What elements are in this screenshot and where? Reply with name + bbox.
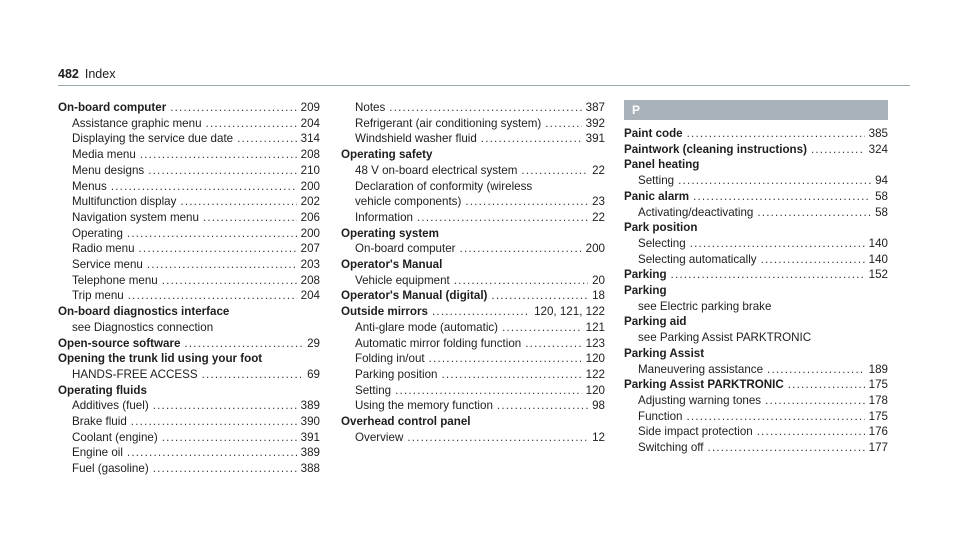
index-subterm: [58, 131, 320, 147]
index-entry: [624, 142, 888, 158]
index-subterm-continued-text: vehicle components): [355, 195, 462, 209]
index-subterm-text: Adjusting warning tones: [638, 393, 762, 407]
index-term-text: Parking: [624, 268, 667, 282]
page-reference[interactable]: 120: [585, 352, 605, 366]
index-term: [341, 304, 605, 320]
page-reference[interactable]: 204: [300, 116, 320, 130]
index-entry: [341, 226, 605, 257]
index-term-text: Operator's Manual (digital): [341, 289, 488, 303]
index-subterm-text: Media menu: [72, 148, 136, 162]
index-term: [58, 304, 320, 320]
cross-reference[interactable]: see Diagnostics connection: [72, 320, 214, 334]
index-subterm: [341, 163, 605, 179]
index-term: [624, 314, 888, 330]
index-subterm-text: Anti-glare mode (automatic): [355, 320, 499, 334]
page-reference[interactable]: 200: [300, 179, 320, 193]
index-subterm-text: Selecting: [638, 236, 686, 250]
dot-leader: [139, 241, 297, 253]
index-subterm: [341, 320, 605, 336]
index-entry: [624, 283, 888, 314]
page-reference[interactable]: 122: [585, 367, 605, 381]
dot-leader: [131, 414, 297, 426]
index-subterm: [341, 336, 605, 352]
index-subterm-text: HANDS-FREE ACCESS: [72, 367, 198, 381]
index-term: [58, 336, 320, 352]
index-subterm-text: On-board computer: [355, 242, 456, 256]
index-term-text: On-board computer: [58, 101, 167, 114]
index-term: [341, 414, 605, 430]
index-term: [58, 383, 320, 399]
index-term-text: Panic alarm: [624, 189, 690, 203]
dot-leader: [671, 267, 865, 279]
index-subterm: [341, 179, 605, 195]
dot-leader: [502, 320, 582, 332]
index-subterm-text: Declaration of conformity (wireless: [355, 179, 533, 193]
page-reference[interactable]: 389: [300, 446, 320, 460]
dot-leader: [481, 131, 582, 143]
index-subterm-text: Setting: [355, 383, 392, 397]
index-entry: [58, 351, 320, 382]
index-subterm: [58, 288, 320, 304]
index-subterm: [58, 241, 320, 257]
dot-leader: [147, 257, 297, 269]
page-reference[interactable]: 176: [868, 425, 888, 439]
page-reference[interactable]: 140: [868, 252, 888, 266]
index-term: [624, 126, 888, 142]
dot-leader: [170, 100, 296, 112]
index-entry: [58, 383, 320, 477]
dot-leader: [811, 142, 865, 154]
index-term: [624, 346, 888, 362]
dot-leader: [148, 163, 296, 175]
page-reference[interactable]: 391: [585, 132, 605, 146]
index-term-text: Panel heating: [624, 158, 700, 172]
dot-leader: [545, 116, 581, 128]
dot-leader: [757, 205, 871, 217]
index-term-text: On-board diagnostics interface: [58, 305, 230, 319]
dot-leader: [128, 288, 297, 300]
page-reference[interactable]: 29: [307, 336, 320, 350]
dot-leader: [153, 398, 297, 410]
index-subterm: [58, 430, 320, 446]
index-entry: [624, 377, 888, 456]
index-subterm-text: Displaying the service due date: [72, 132, 234, 146]
dot-leader: [460, 241, 582, 253]
page-header: [58, 67, 115, 85]
page-reference[interactable]: 58: [875, 189, 888, 203]
dot-leader: [202, 367, 303, 379]
index-subterm: [624, 362, 888, 378]
index-term: [624, 142, 888, 158]
index-subterm: [58, 461, 320, 477]
page-reference[interactable]: 123: [585, 336, 605, 350]
index-subterm-text: Folding in/out: [355, 352, 425, 366]
index-subterm-text: Additives (fuel): [72, 399, 149, 413]
index-term-text: Parking Assist: [624, 346, 705, 360]
page-reference[interactable]: 152: [868, 268, 888, 282]
index-subterm: [58, 398, 320, 414]
dot-leader: [203, 210, 297, 222]
index-subterm: [624, 236, 888, 252]
index-term-text: Overhead control panel: [341, 415, 471, 429]
page-reference[interactable]: 387: [585, 101, 605, 114]
index-term: [624, 220, 888, 236]
dot-leader: [127, 226, 297, 238]
cross-reference[interactable]: see Electric parking brake: [638, 299, 772, 313]
dot-leader: [757, 424, 865, 436]
index-subterm: [624, 409, 888, 425]
page-reference[interactable]: 175: [868, 409, 888, 423]
index-entry: [624, 157, 888, 188]
dot-leader: [788, 377, 865, 389]
index-subterm-text: Operating: [72, 226, 123, 240]
index-term-text: Operating system: [341, 226, 439, 240]
index-subterm-text: Parking position: [355, 367, 438, 381]
index-subterm-text: Activating/deactivating: [638, 205, 754, 219]
index-subterm: [341, 116, 605, 132]
dot-leader: [708, 440, 865, 452]
dot-leader: [162, 430, 297, 442]
cross-reference[interactable]: see Parking Assist PARKTRONIC: [638, 331, 812, 345]
index-subterm: [624, 173, 888, 189]
index-term: [341, 147, 605, 163]
index-subterm: [58, 179, 320, 195]
index-term-text: Opening the trunk lid using your foot: [58, 352, 263, 366]
index-subterm-text: Fuel (gasoline): [72, 462, 149, 476]
dot-leader: [127, 445, 297, 457]
index-subterm: [341, 398, 605, 414]
index-subterm-text: Engine oil: [72, 446, 123, 460]
page-reference[interactable]: 178: [868, 393, 888, 407]
index-subterm: [341, 241, 605, 257]
page-reference[interactable]: 385: [868, 127, 888, 140]
page-reference[interactable]: 189: [868, 362, 888, 376]
index-subterm-text: Switching off: [638, 441, 704, 455]
index-entry: [341, 257, 605, 288]
index-term-text: Outside mirrors: [341, 305, 428, 319]
index-term: [341, 257, 605, 273]
index-subterm: [58, 226, 320, 242]
index-subterm: [624, 252, 888, 268]
index-subterm-text: Side impact protection: [638, 425, 753, 439]
index-subterm-text: Brake fluid: [72, 415, 127, 429]
index-entry: [341, 304, 605, 414]
page-reference[interactable]: 200: [585, 242, 605, 256]
index-subterm: [341, 430, 605, 446]
dot-leader: [184, 336, 303, 348]
dot-leader: [180, 194, 296, 206]
index-entry: [624, 189, 888, 220]
dot-leader: [432, 304, 530, 316]
dot-leader: [690, 236, 865, 248]
page-reference[interactable]: 207: [300, 242, 320, 256]
page-reference[interactable]: 22: [592, 163, 605, 177]
page-reference[interactable]: 208: [300, 273, 320, 287]
index-subterm-text: Coolant (engine): [72, 430, 158, 444]
page-reference[interactable]: 202: [300, 195, 320, 209]
page-number: 482: [58, 67, 79, 81]
index-subterm-text: Navigation system menu: [72, 210, 199, 224]
index-subterm: [341, 351, 605, 367]
dot-leader: [767, 362, 865, 374]
page-reference[interactable]: 200: [300, 226, 320, 240]
page-reference[interactable]: 388: [300, 462, 320, 476]
index-term: [58, 100, 320, 116]
index-subterm: [58, 414, 320, 430]
index-subterm: [624, 393, 888, 409]
index-subterm-text: 48 V on-board electrical system: [355, 163, 518, 177]
page-reference[interactable]: 121: [585, 320, 605, 334]
index-subterm-text: Service menu: [72, 258, 143, 272]
page-reference[interactable]: 391: [300, 430, 320, 444]
dot-leader: [407, 430, 588, 442]
index-subterm-text: Telephone menu: [72, 273, 158, 287]
dot-leader: [497, 398, 588, 410]
dot-leader: [491, 288, 588, 300]
dot-leader: [525, 336, 581, 348]
index-term: [341, 226, 605, 242]
page-reference[interactable]: 175: [868, 378, 888, 392]
index-subterm: [58, 367, 320, 383]
dot-leader: [678, 173, 871, 185]
header-divider: [58, 85, 910, 86]
index-subterm-text: Notes: [355, 101, 386, 114]
index-subterm-text: Multifunction display: [72, 195, 177, 209]
dot-leader: [162, 273, 297, 285]
index-subterm-text: Setting: [638, 174, 675, 188]
page-reference[interactable]: 209: [300, 101, 320, 114]
index-term-text: Parking Assist PARKTRONIC: [624, 378, 784, 392]
dot-leader: [521, 163, 588, 175]
index-term-text: Paint code: [624, 127, 683, 140]
index-entry: [341, 147, 605, 226]
dot-leader: [140, 147, 297, 159]
page-reference[interactable]: 177: [868, 441, 888, 455]
index-entry: [624, 346, 888, 377]
page-reference[interactable]: 390: [300, 415, 320, 429]
index-term: [624, 377, 888, 393]
index-term: [624, 283, 888, 299]
dot-leader: [761, 252, 865, 264]
index-subterm: [341, 131, 605, 147]
page-reference[interactable]: 12: [592, 430, 605, 444]
dot-leader: [389, 100, 581, 112]
index-subterm: [58, 147, 320, 163]
index-subterm: [624, 205, 888, 221]
index-entry: [341, 100, 605, 147]
page-reference[interactable]: 23: [592, 195, 605, 209]
page-reference[interactable]: 69: [307, 367, 320, 381]
index-subterm-text: Trip menu: [72, 289, 124, 303]
index-term-text: Parking aid: [624, 315, 687, 329]
page-reference[interactable]: 98: [592, 399, 605, 413]
index-term: [58, 351, 320, 367]
page-reference[interactable]: 18: [592, 289, 605, 303]
page-reference[interactable]: 94: [875, 174, 888, 188]
page-reference[interactable]: 392: [585, 116, 605, 130]
index-subterm-text: Selecting automatically: [638, 252, 757, 266]
page-reference[interactable]: 324: [868, 142, 888, 156]
page-reference[interactable]: 203: [300, 258, 320, 272]
page-reference[interactable]: 58: [875, 205, 888, 219]
dot-leader: [686, 409, 864, 421]
index-subterm-text: Function: [638, 409, 683, 423]
dot-leader: [206, 116, 297, 128]
index-column-2: [341, 100, 605, 445]
index-subterm: [341, 210, 605, 226]
index-entry: [624, 267, 888, 283]
dot-leader: [693, 189, 871, 201]
page-reference[interactable]: 206: [300, 210, 320, 224]
page-reference[interactable]: 120: [585, 383, 605, 397]
index-column-3: [624, 100, 888, 456]
section-title: Index: [84, 67, 116, 81]
dot-leader: [153, 461, 297, 473]
dot-leader: [442, 367, 582, 379]
dot-leader: [765, 393, 865, 405]
dot-leader: [395, 383, 582, 395]
page-reference[interactable]: 204: [300, 289, 320, 303]
letter-heading: P: [624, 100, 888, 120]
index-subterm: [58, 194, 320, 210]
index-subterm: [341, 273, 605, 289]
index-term-text: Operator's Manual: [341, 258, 443, 272]
index-entry: [341, 414, 605, 445]
dot-leader: [429, 351, 582, 363]
dot-leader: [454, 273, 588, 285]
index-term-text: Open-source software: [58, 336, 181, 350]
index-entry: [624, 126, 888, 142]
index-term-text: Park position: [624, 221, 698, 235]
index-entry: [624, 314, 888, 345]
index-subterm: [58, 116, 320, 132]
page-reference[interactable]: 120, 121, 122: [534, 305, 605, 319]
dot-leader: [465, 194, 588, 206]
index-subterm: [58, 257, 320, 273]
index-subterm: [58, 210, 320, 226]
index-entry: [341, 288, 605, 304]
index-entry: [58, 100, 320, 304]
index-subterm-text: Assistance graphic menu: [72, 116, 202, 130]
index-subterm-text: Using the memory function: [355, 399, 493, 413]
index-subterm-continued: [341, 194, 605, 210]
index-term: [624, 189, 888, 205]
page-reference[interactable]: 208: [300, 148, 320, 162]
index-term: [341, 288, 605, 304]
index-entry: [58, 336, 320, 352]
index-subterm: [58, 273, 320, 289]
index-subterm: [58, 163, 320, 179]
index-subterm-text: Maneuvering assistance: [638, 362, 764, 376]
page-reference[interactable]: 140: [868, 236, 888, 250]
index-subterm-text: Menus: [72, 179, 107, 193]
index-subterm: [624, 424, 888, 440]
page-reference[interactable]: 314: [300, 132, 320, 146]
index-subterm-text: Information: [355, 210, 413, 224]
index-subterm-text: Radio menu: [72, 242, 135, 256]
index-subterm-text: Overview: [355, 430, 404, 444]
index-entry: [58, 304, 320, 335]
index-subterm-text: Automatic mirror folding function: [355, 336, 522, 350]
index-term: [624, 157, 888, 173]
index-subterm-text: Refrigerant (air conditioning system): [355, 116, 542, 130]
index-term-text: Parking: [624, 284, 667, 298]
dot-leader: [237, 131, 297, 143]
dot-leader: [111, 179, 297, 191]
index-column-1: [58, 100, 320, 477]
page-reference[interactable]: 389: [300, 399, 320, 413]
index-entry: [624, 220, 888, 267]
index-subterm: [624, 440, 888, 456]
index-term-text: Operating safety: [341, 148, 433, 162]
index-subterm: [341, 383, 605, 399]
index-term: [624, 267, 888, 283]
index-subterm: [341, 367, 605, 383]
page-reference[interactable]: 210: [300, 163, 320, 177]
page-reference[interactable]: 22: [592, 210, 605, 224]
dot-leader: [687, 126, 865, 138]
index-term-text: Paintwork (cleaning instructions): [624, 142, 807, 156]
dot-leader: [417, 210, 588, 222]
page-reference[interactable]: 20: [592, 273, 605, 287]
index-subterm-text: Windshield washer fluid: [355, 132, 477, 146]
index-subterm: [341, 100, 605, 116]
index-subterm-text: Menu designs: [72, 163, 145, 177]
index-subterm: [58, 445, 320, 461]
index-term-text: Operating fluids: [58, 383, 147, 397]
index-subterm-text: Vehicle equipment: [355, 273, 450, 287]
